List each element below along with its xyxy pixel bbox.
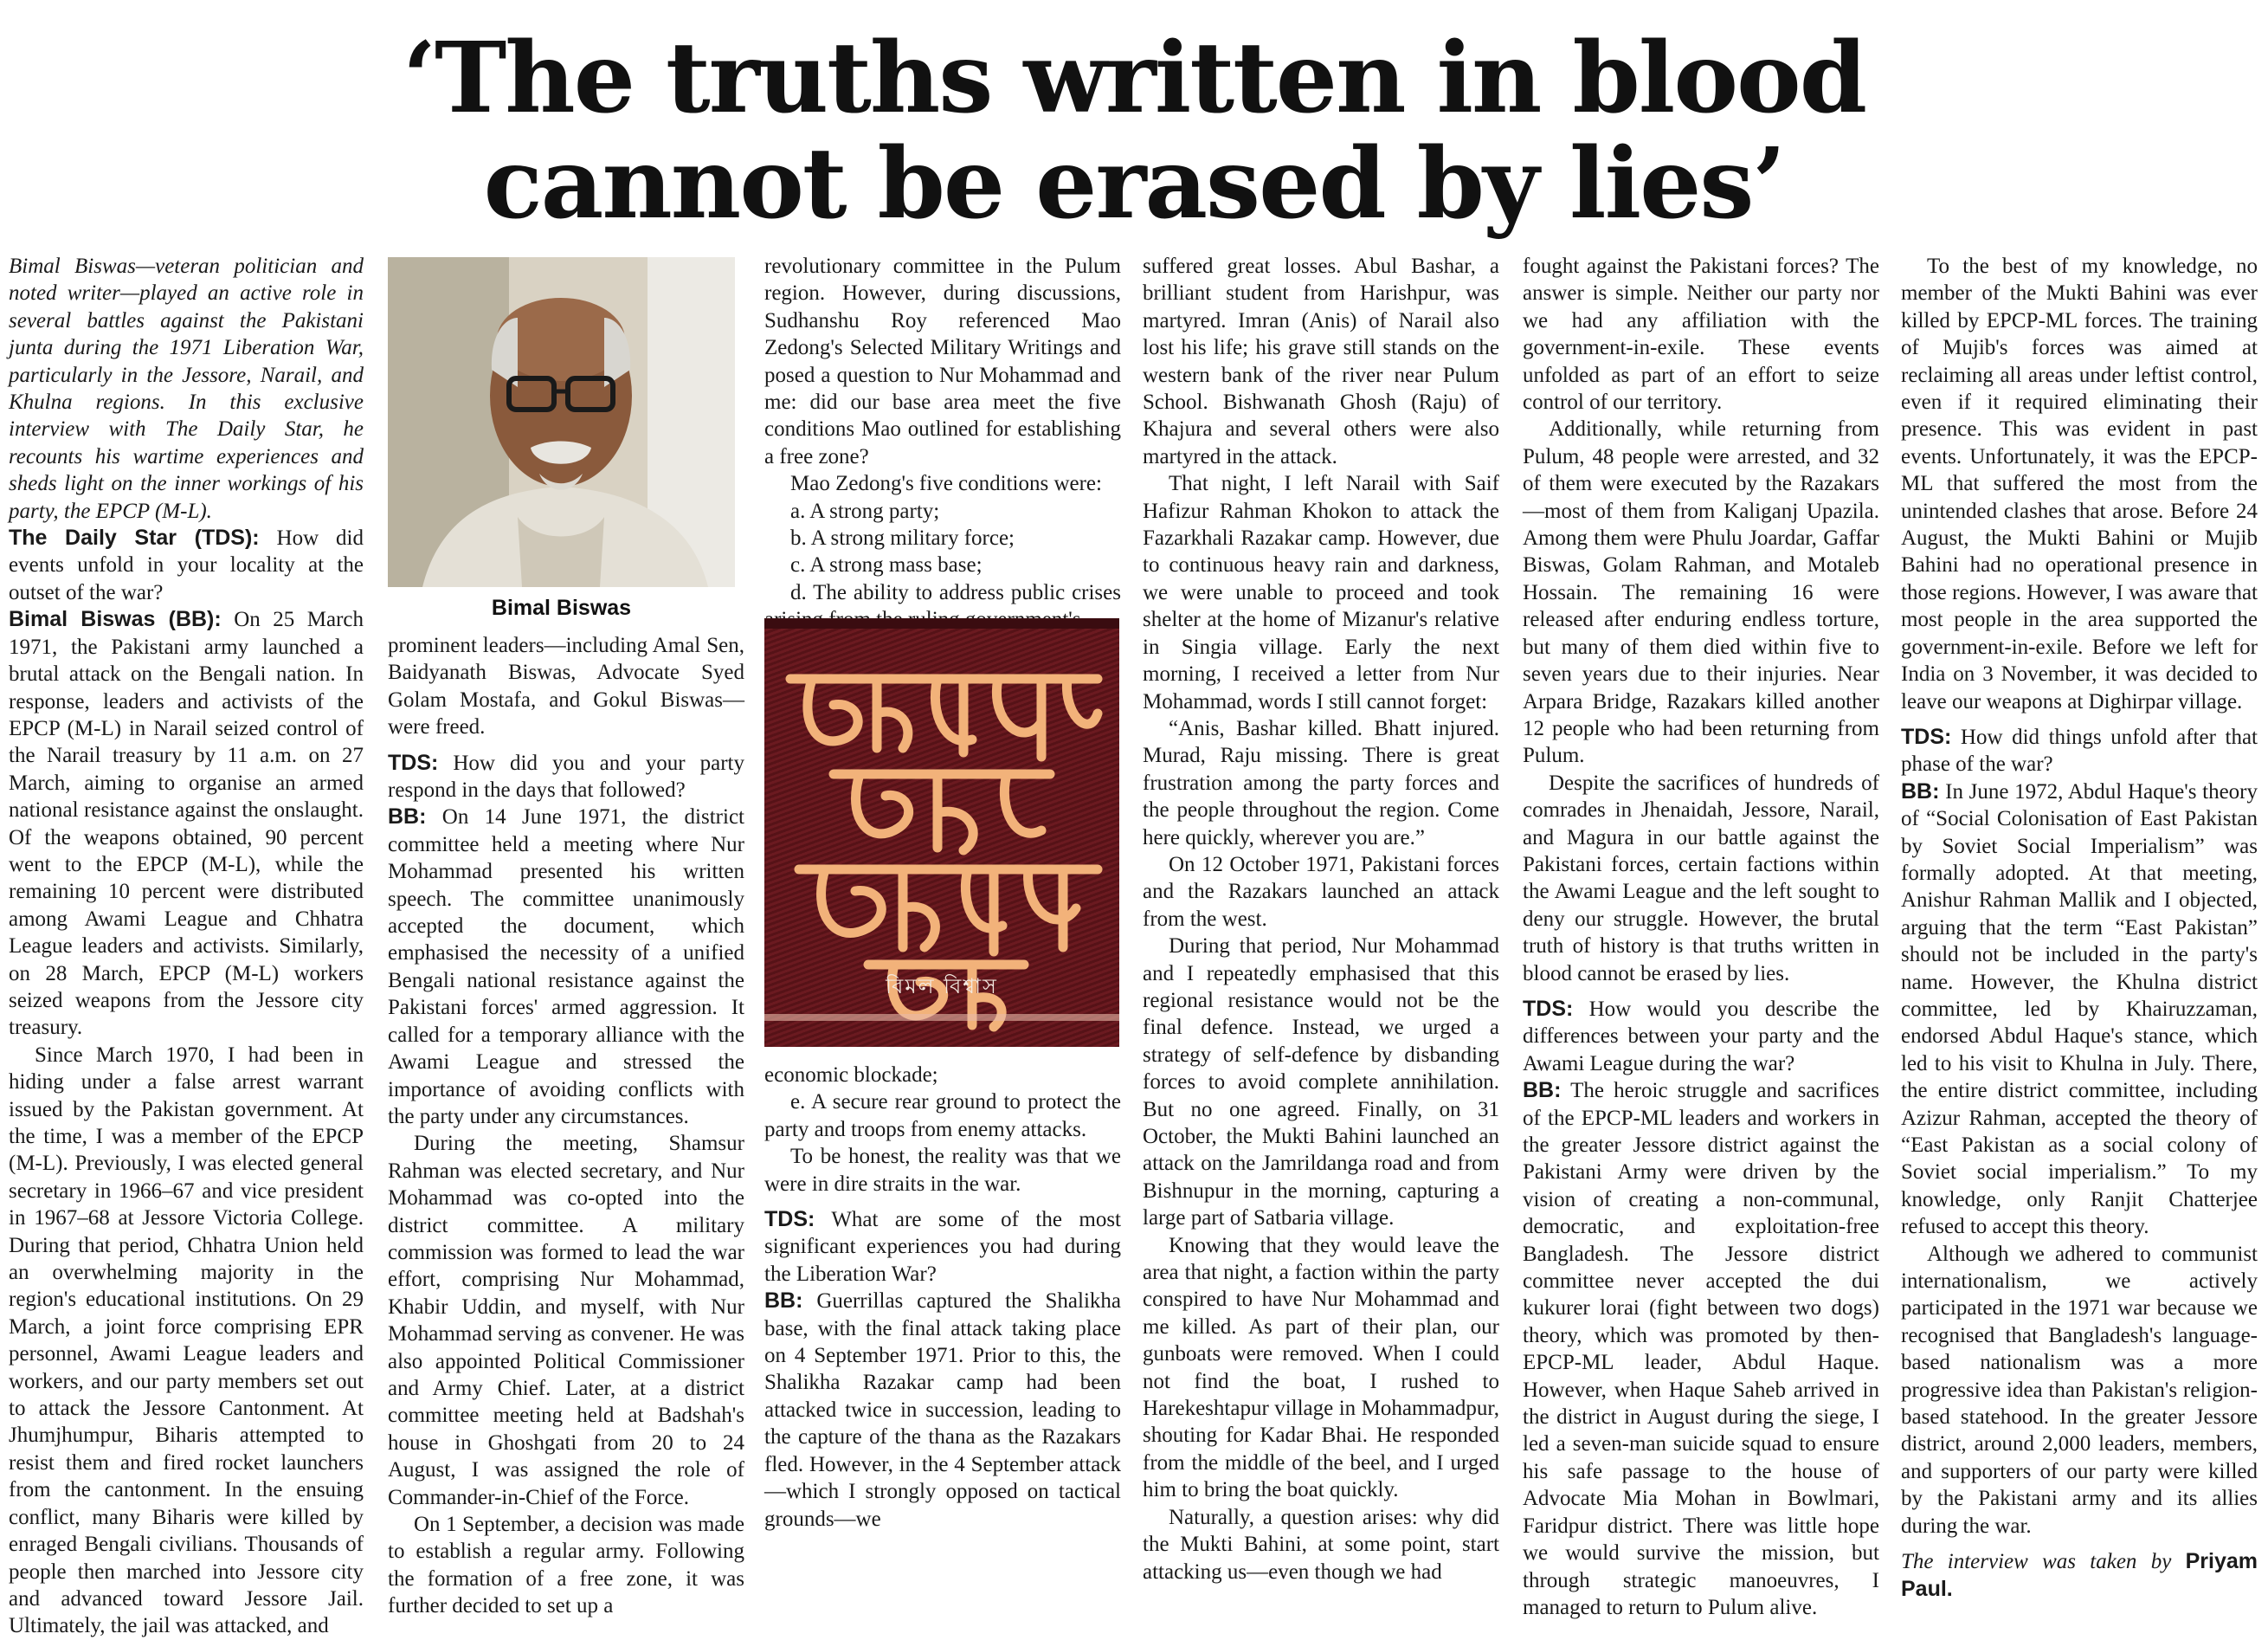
portrait-photo — [388, 257, 735, 587]
portrait-illustration — [388, 257, 735, 587]
paragraph: Additionally, while returning from Pulum, 48 people were arrested, and 32 of them were executed by the Razakars—most of them from Kaliganj Upazila. Among them were Phulu Joardar, Gaffar Biswas, Golam Rahman, and Motaleb Hossain. The remaining 16 were released after enduring endless torture, but many of them died within five to seven years due to their injuries. Near Arpara Bridge, Razakars killed another 12 people who had been returning from Pulum. — [1523, 417, 1879, 768]
question-label: TDS: — [388, 750, 439, 775]
question-label: The Daily Star (TDS): — [9, 526, 260, 551]
question-text: What are some of the most significant experiences you had during the Liberation War? — [764, 1208, 1121, 1286]
column-3-bottom — [764, 1062, 1121, 1531]
paragraph: Mao Zedong's five conditions were: — [790, 472, 1102, 496]
answer-label: BB: — [388, 804, 427, 830]
headline — [0, 22, 2268, 241]
paragraph: Although we adhered to communist internationalism, we actively participated in the 1971 war because we recognised that Bangladesh's language-based nationalism was a more progressive idea than Pakistan's religion-based statehood. In the greater Jessore district, around 2,000 leaders, members, and supporters of our party were killed by the Pakistani army and its allies during the war. — [1901, 1242, 2258, 1538]
cover-bottom-bar — [764, 1014, 1119, 1021]
list-item: a. A strong party; — [790, 499, 940, 523]
question-label: TDS: — [1901, 724, 1952, 749]
question-label: TDS: — [764, 1207, 815, 1232]
list-item: e. A secure rear ground to protect the party and troops from enemy attacks. — [764, 1090, 1121, 1141]
headline-line-2: cannot be erased by lies’ — [483, 127, 1785, 241]
quote-paragraph: “Anis, Bashar killed. Bhatt injured. Murad, Raju missing. There is great frustration among the party forces and the people throughout the region. Come here quickly, wherever you are.” — [1143, 716, 1499, 849]
column-6 — [1901, 253, 2258, 1601]
column-2 — [388, 632, 744, 1618]
answer-text: On 14 June 1971, the district committee held a meeting where Nur Mohammad presented his written speech. The committee unanimously accepted the document, which emphasised the necessity of a unified Bengali national resistance against the Pakistani forces' armed aggression. It called for a temporary alliance with the Awami League and stressed the importance of avoiding conflicts with the party under any circumstances. — [388, 805, 744, 1128]
headline-line-1: ‘The truths written in blood — [402, 22, 1866, 135]
answer-label: Bimal Biswas (BB): — [9, 607, 222, 632]
paragraph: economic blockade; — [764, 1063, 938, 1087]
column-1 — [9, 253, 364, 1638]
paragraph: Since March 1970, I had been in hiding under a false arrest warrant issued by the Pakistan government. At the time, I was a member of the EPCP (M-L). Previously, I was elected general secretary in 1966–67 and vice president in 1967–68 at Jessore Victoria College. During that period, Chhatra Union held an overwhelming majority in the region's educational institutions. On 29 March, a joint force comprising EPR personnel, Awami League leaders and workers, and our party members set out to attack the Jessore Cantonment. At Jhumjhumpur, Biharis attempted to resist them and fired rocket launchers from the cantonment. In the ensuing conflict, many Biharis were killed by enraged Bengali civilians. Thousands of people then marched into Jessore city and advanced toward Jessore Jail. Ultimately, the jail was attacked, and — [9, 1043, 364, 1638]
answer-label: BB: — [1523, 1078, 1562, 1103]
question-text: How would you describe the differences between your party and the Awami League during the war? — [1523, 997, 1879, 1075]
photo-caption: Bimal Biswas — [491, 596, 632, 620]
question-text: How did things unfold after that phase of the war? — [1901, 725, 2258, 777]
paragraph: suffered great losses. Abul Bashar, a brilliant student from Harishpur, was martyred. Imran (Anis) of Narail also lost his life; his grave still stands on the western bank of the river near Pulum School. Bishwanath Ghosh (Raju) of Khajura and several others were also martyred in the attack. — [1143, 255, 1499, 468]
paragraph: On 1 September, a decision was made to establish a regular army. Following the formation of a free zone, it was further decided to set up a — [388, 1513, 744, 1618]
column-4 — [1143, 253, 1499, 1584]
answer-text: The heroic struggle and sacrifices of the EPCP-ML leaders and workers in the greater Jessore district against the Pakistani Army were driven by the vision of creating a non-communal, democratic, and exploitation-free Bangladesh. The Jessore district committee never accepted the dui kukurer lorai (fight between two dogs) theory, which was promoted by then-EPCP-ML leader, Abdul Haque. However, when Haque Saheb arrived in the district in August during the siege, I led a seven-man suicide squad to ensure his safe passage to the house of Advocate Mia Mohan in Bowlmari, Faridpur district. There was little hope we would survive the mission, but through strategic manoeuvres, I managed to return to Pulum alive. — [1523, 1079, 1879, 1619]
answer-text: Guerrillas captured the Shalikha base, with the final attack taking place on 4 September 1971. Prior to this, the Shalikha Razakar camp had been attacked twice in succession, leading to the capture of the thana as the Razakars fled. However, in the 4 September attack—which I strongly opposed on tactical grounds—we — [764, 1289, 1121, 1531]
question-text: How did you and your party respond in the days that followed? — [388, 751, 744, 803]
paragraph: During the meeting, Shamsur Rahman was elected secretary, and Nur Mohammad was co-opted into the district committee. A military commission was formed to lead the war effort, comprising Nur Mohammad, Khabir Uddin, and myself, with Nur Mohammad serving as convener. He was also appointed Political Commissioner and Army Chief. Later, at a district committee meeting held at Badshah's house in Ghoshgati from 20 to 24 August, I was assigned the role of Commander-in-Chief of the Force. — [388, 1132, 744, 1509]
list-item: b. A strong military force; — [790, 526, 1015, 551]
column-3-top — [764, 253, 1121, 608]
paragraph: revolutionary committee in the Pulum region. However, during discussions, Sudhanshu Roy referenced Mao Zedong's Selected Military Writings and posed a question to Nur Mohammad and me: did our base area meet the five conditions Mao outlined for establishing a free zone? — [764, 255, 1121, 468]
paragraph: fought against the Pakistani forces? The answer is simple. Neither our party nor we had any affiliation with the government-in-exile. These events unfolded as part of an effort to seize control of our territory. — [1523, 255, 1879, 415]
paragraph: prominent leaders—including Amal Sen, Baidyanath Biswas, Advocate Syed Golam Mostafa, and Gokul Biswas—were freed. — [388, 634, 744, 739]
question-label: TDS: — [1523, 996, 1574, 1021]
paragraph: Despite the sacrifices of hundreds of comrades in Jhenaidah, Jessore, Narail, and Magura in our battle against the Pakistani forces, certain factions within the Awami League and the left sought to deny our struggle. However, the brutal truth of history is that truths written in blood cannot be erased by lies. — [1523, 771, 1879, 985]
paragraph: That night, I left Narail with Saif Hafizur Rahman Khokon to attack the Fazarkhali Razakar camp. However, due to continuous heavy rain and darkness, we were unable to proceed and took shelter at the home of Mizanur's relative in Singia village. Early the next morning, I received a letter from Nur Mohammad, words I still cannot forget: — [1143, 472, 1499, 713]
book-cover-image — [764, 618, 1119, 1047]
question-text: How did events unfold in your locality at the outset of the war? — [9, 526, 364, 604]
paragraph: Naturally, a question arises: why did the Mukti Bahini, at some point, start attacking us—even though we had — [1143, 1505, 1499, 1584]
paragraph: During that period, Nur Mohammad and I repeatedly emphasised that this regional resistance would not be the final defence. Instead, we urged a strategy of self-defence by disbanding forces to avoid complete annihilation. But no one agreed. Finally, on 31 October, the Mukti Bahini launched an attack on the Jamrildanga road and from Bishnupur in the morning, capturing a large part of Satbaria village. — [1143, 934, 1499, 1230]
paragraph: On 12 October 1971, Pakistani forces and the Razakars launched an attack from the west. — [1143, 852, 1499, 931]
credit-text: The interview was taken by — [1901, 1550, 2186, 1574]
column-5 — [1523, 253, 1879, 1619]
intro-paragraph: Bimal Biswas—veteran politician and noted writer—played an active role in several battles against the Pakistani junta during the 1971 Liberation War, particularly in the Jessore, Narail, and Khulna regions. In this exclusive interview with The Daily Star, he recounts his wartime experiences and sheds light on the inner workings of his party, the EPCP (M-L). — [9, 255, 364, 523]
paragraph: To the best of my knowledge, no member of the Mukti Bahini was ever killed by EPCP-ML forces. The training of Mujib's forces was aimed at reclaiming all areas under leftist control, even if it required eliminating their presence. This was evident in past events. Unfortunately, it was the EPCP-ML that suffered the most from the unintended clashes that arose. Before 24 August, the Mukti Bahini or Mujib Bahini had no operational presence in those regions. However, I was aware that most people in the area supported the government-in-exile. Before we left for India on 3 November, it was decided to leave our weapons at Dighirpar village. — [1901, 255, 2258, 713]
cover-author: বিমল বিশ্বাস — [886, 974, 998, 998]
answer-text: On 25 March 1971, the Pakistani army launched a brutal attack on the Bengali nation. In response, leaders and activists of the EPCP (M-L) in Narail seized control of the Narail treasury by 11 a.m. on 27 March, aiming to organise an armed national resistance against the onslaught. Of the weapons obtained, 90 percent went to the EPCP (M-L), while the remaining 10 percent were distributed among Awami League and Chhatra League leaders and activists. Similarly, on 28 March, EPCP (M-L) workers seized weapons from the Jessore city treasury. — [9, 608, 364, 1040]
credit-name: Priyam Paul. — [1901, 1549, 2258, 1601]
paragraph: To be honest, the reality was that we were in dire straits in the war. — [764, 1145, 1121, 1196]
answer-label: BB: — [1901, 778, 1940, 804]
list-item: d. The ability to address public crises — [790, 580, 1121, 604]
list-item: c. A strong mass base; — [790, 553, 983, 578]
paragraph: Knowing that they would leave the area that night, a faction within the party conspired to have Nur Mohammad and me killed. As part of their plan, our gunboats were removed. When I could not find the boat, I rushed to Harekeshtapur village in Mohammadpur, shouting for Kadar Bhai. He responded from the middle of the beel, and I urged him to bring the boat quickly. — [1143, 1233, 1499, 1502]
answer-text: In June 1972, Abdul Haque's theory of “Social Colonisation of East Pakistan by Soviet Social Imperialism” was formally adopted. At that meeting, Anishur Rahman Mallik and I objected, arguing that the term “East Pakistan” should not be included in the party's name. However, the Khulna district committee, led by Khairuzzaman, endorsed Abdul Haque's stance, which led to his visit to Khulna in July. There, the entire district committee, including Azizur Rahman, accepted the theory of “East Pakistan as a social colony of Soviet social imperialism.” To my knowledge, only Ranjit Chatterjee refused to accept this theory. — [1901, 779, 2258, 1239]
answer-label: BB: — [764, 1288, 803, 1314]
